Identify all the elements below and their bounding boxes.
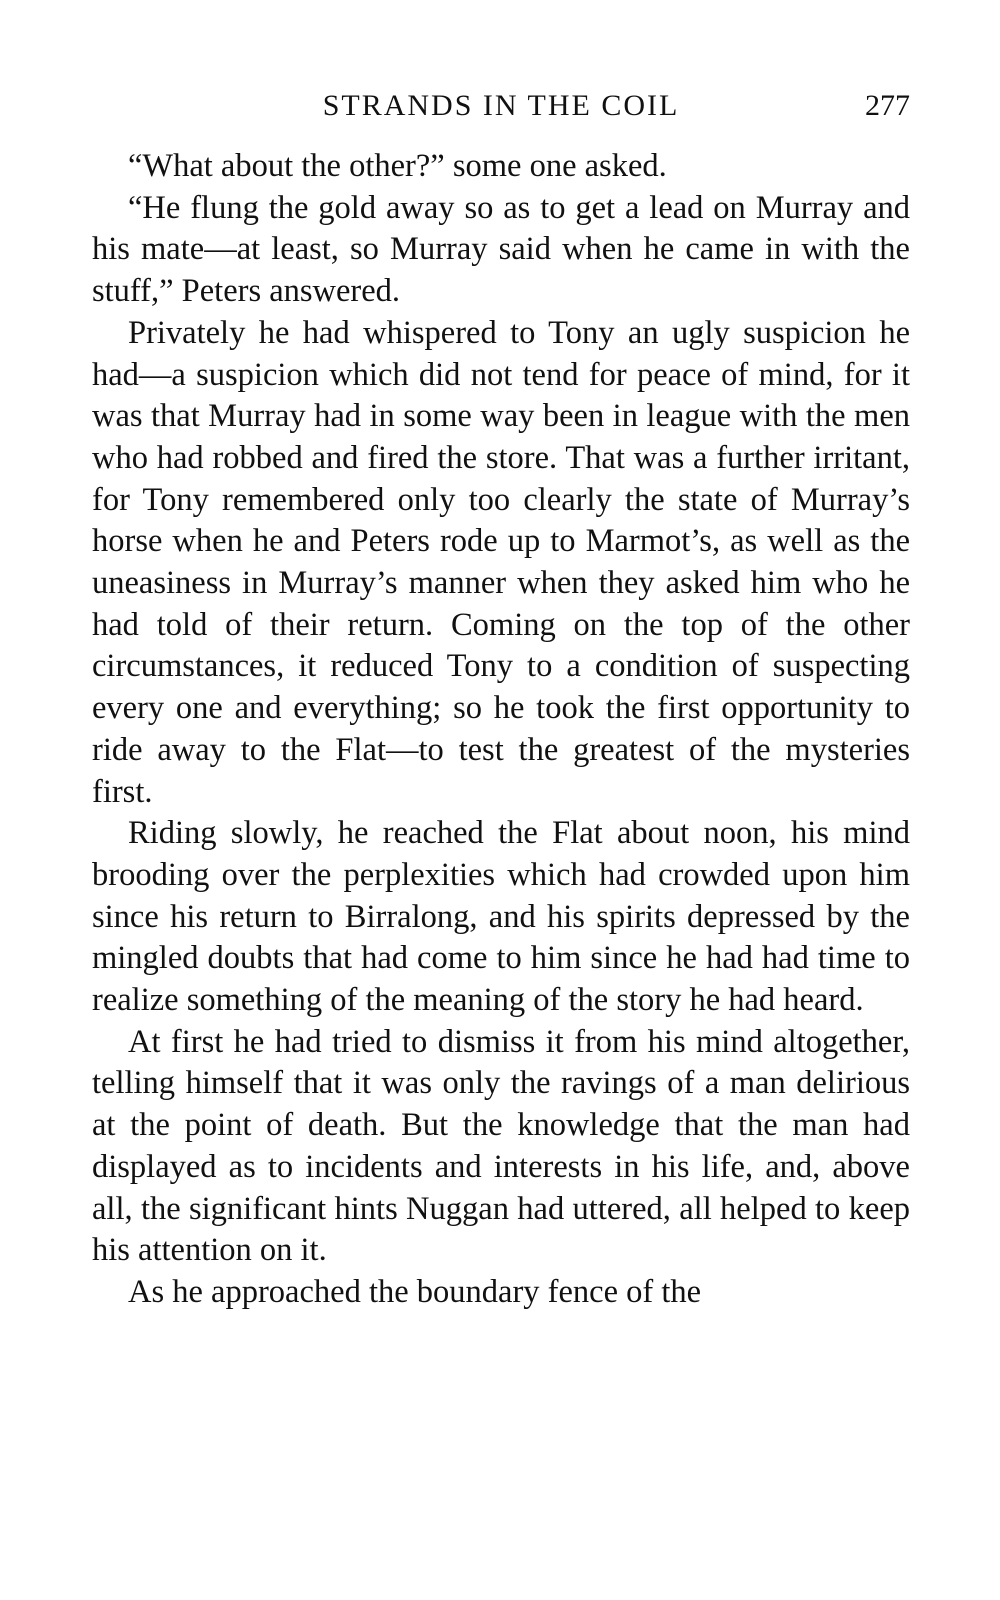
paragraph: As he approached the boundary fence of the <box>128 1273 702 1310</box>
paragraph: Privately he had whispered to Tony an ugly suspicion he had—a suspicion which did not tend for peace of mind, for it was that Murray had in some way been in league with the men who had robbed and fired the store. That was a further irritant, for Tony remembered only too clearly the state of Murray’s horse when he and Peters rode up to Marmot’s, as well as the uneasiness in Murray’s manner when they asked him who he had told of their return. Coming on the top of the other circumstances, it reduced Tony to a condition of suspecting every one and everything; so he took the first opportunity to ride away to the Flat—to test the greatest of the mysteries first. <box>92 314 910 810</box>
running-title: STRANDS IN THE COIL <box>322 89 680 122</box>
paragraph: Riding slowly, he reached the Flat about noon, his mind brooding over the perplexities which had crowded upon him since his return to Birralong, and his spirits depressed by the mingled doubts that had come to him since he had had time to realize something of the meaning of the story he had heard. <box>92 815 910 1019</box>
running-head <box>92 84 910 128</box>
paragraph: At first he had tried to dismiss it from his mind altogether, telling himself that it was only the ravings of a man delirious at the point of death. But the knowledge that the man had displayed as to incidents and interests in his life, and, above all, the significant hints Nuggan had uttered, all helped to keep his attention on it. <box>92 1023 910 1269</box>
paragraph: “What about the other?” some one asked. <box>128 148 667 184</box>
page-number: 277 <box>865 89 910 122</box>
body-text <box>92 146 910 1314</box>
paragraph: “He flung the gold away so as to get a lead on Murray and his mate—at least, so Murray said when he came in with the stuff,” Peters answered. <box>92 189 910 310</box>
